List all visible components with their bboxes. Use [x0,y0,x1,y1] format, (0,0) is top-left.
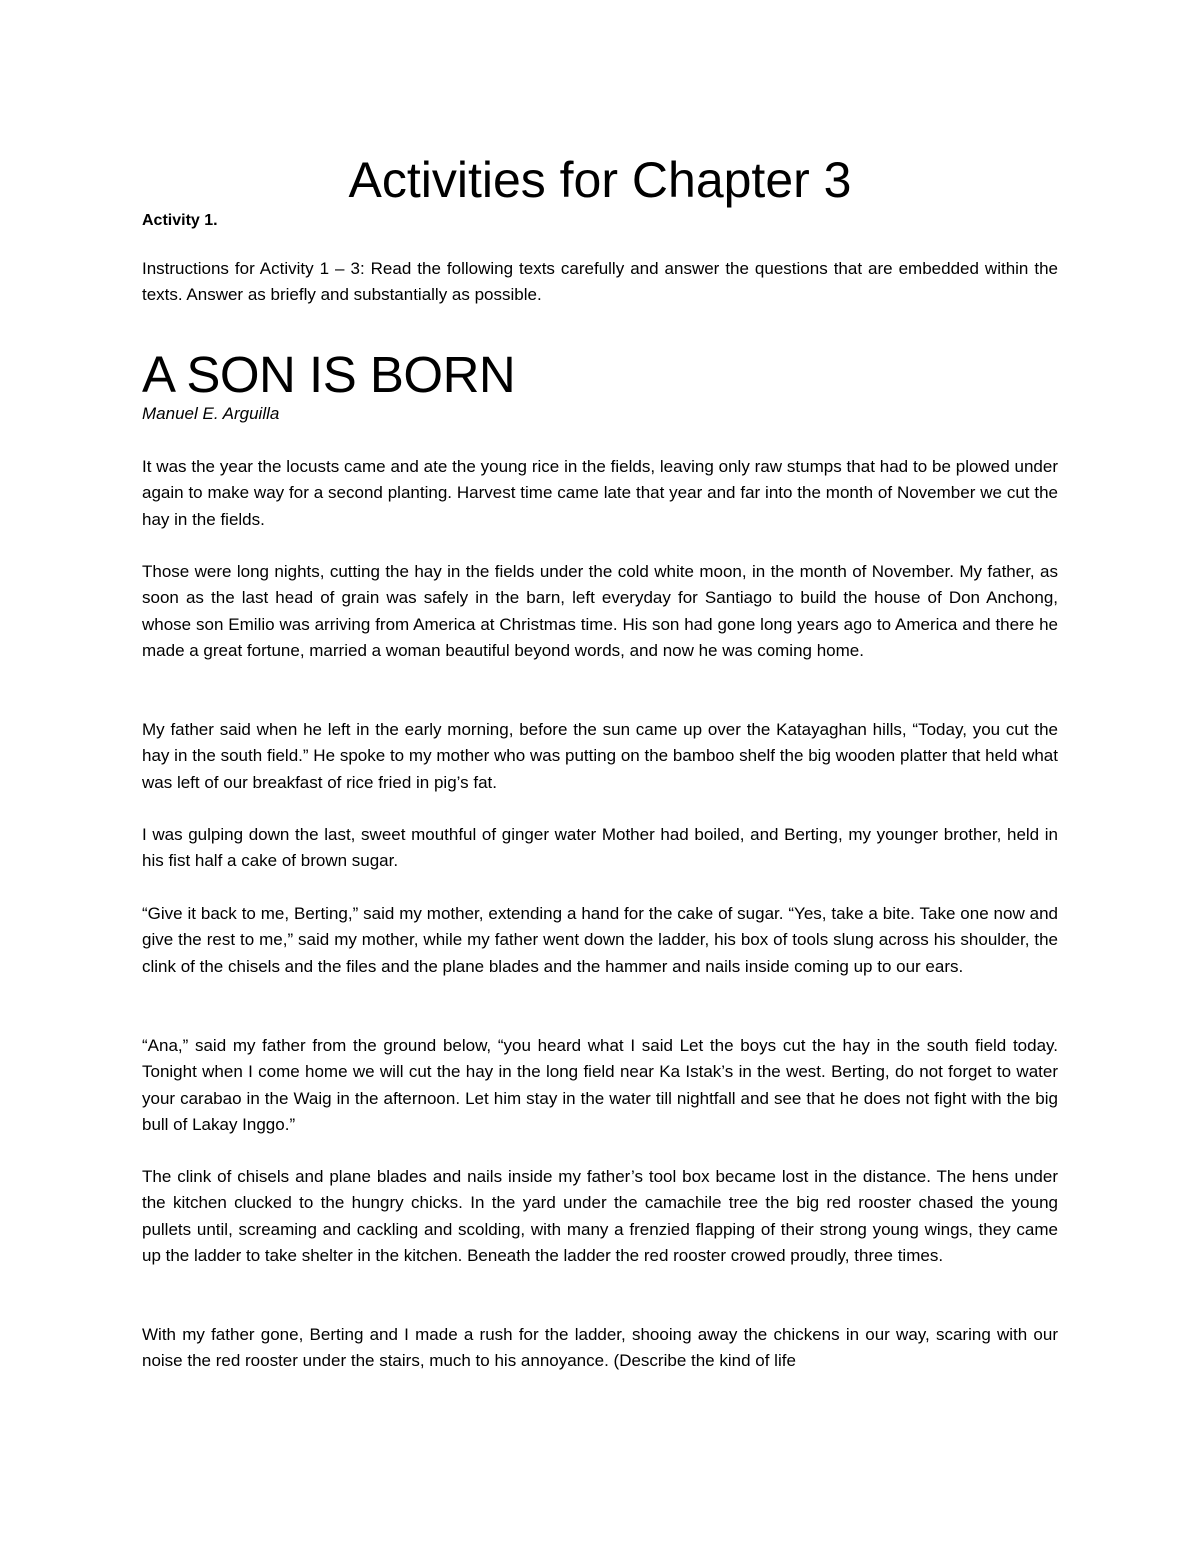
story-paragraph-8: With my father gone, Berting and I made a rush for the ladder, shooing away the chickens in our way, scaring with our noise the red rooster under the stairs, much to his annoyance. (Describe the kind of life [142,1325,1058,1371]
story-title: A SON IS BORN [142,346,516,403]
story-paragraph-2: Those were long nights, cutting the hay in the fields under the cold white moon, in the month of November. My father, as soon as the last head of grain was safely in the barn, left everyday for Santiago to build the house of Don Anchong, whose son Emilio was arriving from America at Christmas time. His son had gone long years ago to America and there he made a great fortune, married a woman beautiful beyond words, and now he was coming home. [142,562,1058,660]
story-paragraph-7: The clink of chisels and plane blades and nails inside my father’s tool box became lost in the distance. The hens under the kitchen clucked to the hungry chicks. In the yard under the camachile tree the big red rooster chased the young pullets until, screaming and cackling and scolding, with many a frenzied flapping of their strong young wings, they came up the ladder to take shelter in the kitchen. Beneath the ladder the red rooster crowed proudly, three times. [142,1167,1058,1265]
story-paragraph-1: It was the year the locusts came and ate the young rice in the fields, leaving only raw stumps that had to be plowed under again to make way for a second planting. Harvest time came late that year and far into the month of November we cut the hay in the fields. [142,457,1058,529]
activity-label: Activity 1. [142,212,218,229]
story-author: Manuel E. Arguilla [142,404,280,423]
story-paragraph-6: “Ana,” said my father from the ground below, “you heard what I said Let the boys cut the hay in the south field today. Tonight when I come home we will cut the hay in the long field near Ka Istak’s in the west. Berting, do not forget to water your carabao in the Waig in the afternoon. Let him stay in the water till nightfall and see that he does not fight with the big bull of Lakay Inggo.” [142,1036,1058,1134]
instructions-paragraph: Instructions for Activity 1 – 3: Read the following texts carefully and answer the questions that are embedded within the texts. Answer as briefly and substantially as possible. [142,259,1058,305]
story-paragraph-3: My father said when he left in the early morning, before the sun came up over the Katayaghan hills, “Today, you cut the hay in the south field.” He spoke to my mother who was putting on the bamboo shelf the big wooden platter that held what was left of our breakfast of rice fried in pig’s fat. [142,720,1058,792]
page-title: Activities for Chapter 3 [348,152,852,208]
story-paragraph-5: “Give it back to me, Berting,” said my mother, extending a hand for the cake of sugar. “Yes, take a bite. Take one now and give the rest to me,” said my mother, while my father went down the ladder, his box of tools slung across his shoulder, the clink of the chisels and the files and the plane blades and the hammer and nails inside coming up to our ears. [142,904,1058,976]
story-paragraph-4: I was gulping down the last, sweet mouthful of ginger water Mother had boiled, and Berting, my younger brother, held in his fist half a cake of brown sugar. [142,825,1058,871]
